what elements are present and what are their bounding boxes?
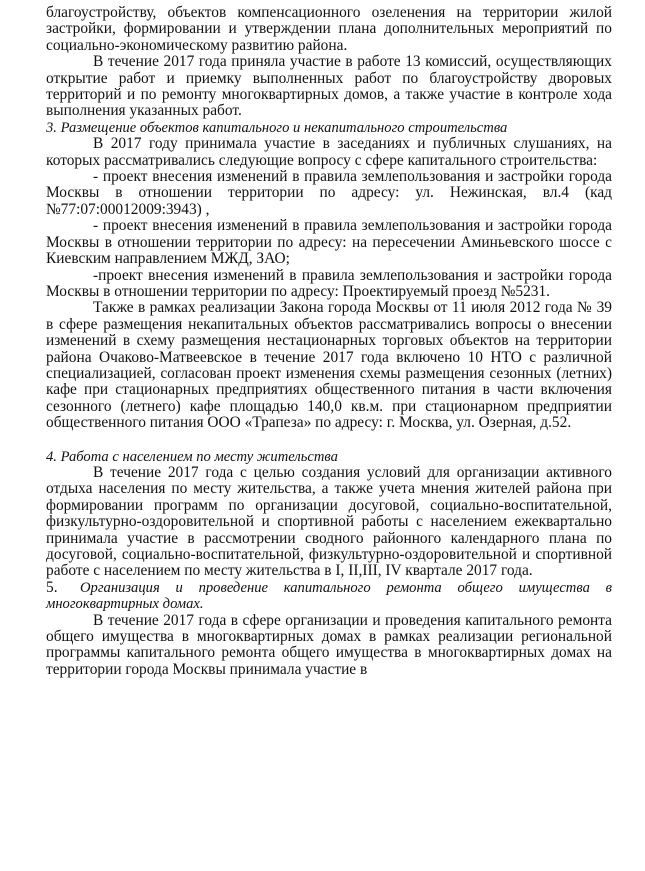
paragraph-moscow-law: Также в рамках реализации Закона города Москвы от 11 июля 2012 года № 39 в сфере размещения некапитальных объектов рассматривались вопросы о внесении изменений в схему размещения нестационарных торговых объектов на территории района Очаково-Матвеевское в течение 2017 года включено 10 НТО с различной специализацией, согласован проект изменения схемы размещения сезонных (летних) кафе при стационарных предприятиях общественного питания в части включения сезонного (летнего) кафе площадью 140,0 кв.м. при стационарном предприятии общественного питания ООО «Трапеза» по адресу: г. Москва, ул. Озерная, д.52.	[46, 299, 612, 432]
section-5-number: 5.	[46, 578, 58, 596]
list-item-nezhinskaya: - проект внесения изменений в правила землепользования и застройки города Москвы в отношении территории по адресу: ул. Нежинская, вл.4 (кад №77:07:00012009:3943) ,	[46, 168, 612, 218]
document-page	[46, 5, 612, 678]
list-item-proezd-5231: -проект внесения изменений в правила землепользования и застройки города Москвы в отношении территории по адресу: Проектируемый проезд №5231.	[46, 266, 612, 300]
paragraph-capital-repair: В течение 2017 года в сфере организации и проведения капитального ремонта общего имущества в многоквартирных домах в рамках реализации региональной программы капитального ремонта общего имущества в многоквартирных домах на территории города Москвы принимала участие в	[46, 611, 612, 678]
paragraph-commissions: В течение 2017 года приняла участие в работе 13 комиссий, осуществляющих открытие работ и приемку выполненных работ по благоустройству дворовых территорий и по ремонту многоквартирных домов, а также участие в контроле хода выполнения указанных работ.	[46, 53, 612, 120]
paragraph-hearings: В 2017 году принимала участие в заседаниях и публичных слушаниях, на которых рассматривались следующие вопросу с сфере капитального строительства:	[46, 135, 612, 169]
list-item-aminyevskoe: - проект внесения изменений в правила землепользования и застройки города Москвы в отношении территории по адресу: на пересечении Аминьевского шоссе с Киевским направлением МЖД, ЗАО;	[46, 217, 612, 268]
section-4-heading: 4. Работа с населением по месту жительства	[46, 448, 338, 465]
paragraph-residents-work: В течение 2017 года с целью создания условий для организации активного отдыха населения по месту жительства, а также учета мнения жителей района при формировании программ по организации досуговой, социально-воспитательной, физкультурно-оздоровительной и спортивной работы с населением ежеквартально принимала участие в рассмотрении сводного районного календарного плана по досуговой, социально-воспитательной, физкультурно-оздоровительной и спортивной работе с населением по месту жительства в I, II,III, IV квартале 2017 года.	[46, 463, 612, 580]
section-5-heading	[46, 580, 612, 613]
section-gap	[46, 432, 612, 449]
paragraph-intro: благоустройству, объектов компенсационного озеленения на территории жилой застройки, формировании и утверждении плана дополнительных мероприятий по социально-экономическому развитию района.	[46, 4, 612, 54]
section-5-title: Организация и проведение капитального ремонта общего имущества в многоквартирных домах.	[46, 579, 612, 613]
section-3-heading: 3. Размещение объектов капитального и некапитального строительства	[46, 119, 508, 136]
